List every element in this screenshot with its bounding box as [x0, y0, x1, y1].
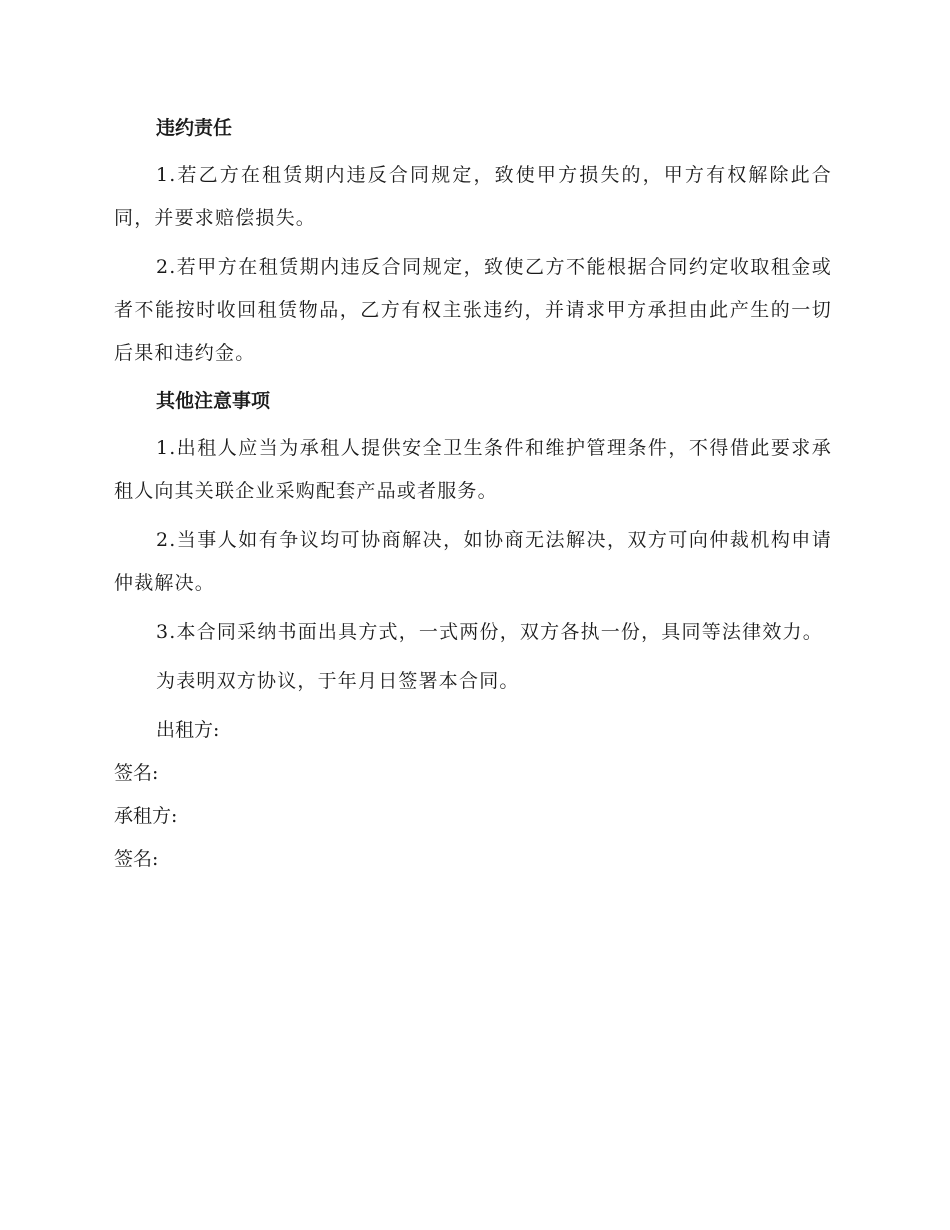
lessor-label: 出租方: — [156, 719, 220, 741]
section-heading: 其他注意事项 — [156, 390, 271, 412]
paragraph: 2.若甲方在租赁期内违反合同规定，致使乙方不能根据合同约定收取租金或者不能按时收回租赁物品，乙方有权主张违约，并请求甲方承担由此产生的一切后果和违约金。 — [114, 256, 832, 364]
paragraph: 1.出租人应当为承租人提供安全卫生条件和维护管理条件，不得借此要求承租人向其关联企业采购配套产品或者服务。 — [114, 437, 832, 502]
lessee-signature: 签名: — [114, 848, 159, 870]
paragraph: 1.若乙方在租赁期内违反合同规定，致使甲方损失的，甲方有权解除此合同，并要求赔偿损失。 — [114, 164, 832, 229]
section-heading: 违约责任 — [156, 117, 233, 139]
paragraph: 3.本合同采纳书面出具方式，一式两份，双方各执一份，具同等法律效力。 — [156, 621, 823, 643]
lessor-signature: 签名: — [114, 762, 159, 784]
section-other-notes — [114, 381, 832, 654]
closing-statement: 为表明双方协议，于年月日签署本合同。 — [156, 670, 520, 692]
signature-block — [114, 709, 832, 881]
section-breach-liability — [114, 108, 832, 375]
lessee-label: 承租方: — [114, 805, 178, 827]
document-page — [114, 108, 832, 881]
paragraph: 2.当事人如有争议均可协商解决，如协商无法解决，双方可向仲裁机构申请仲裁解决。 — [114, 529, 832, 594]
